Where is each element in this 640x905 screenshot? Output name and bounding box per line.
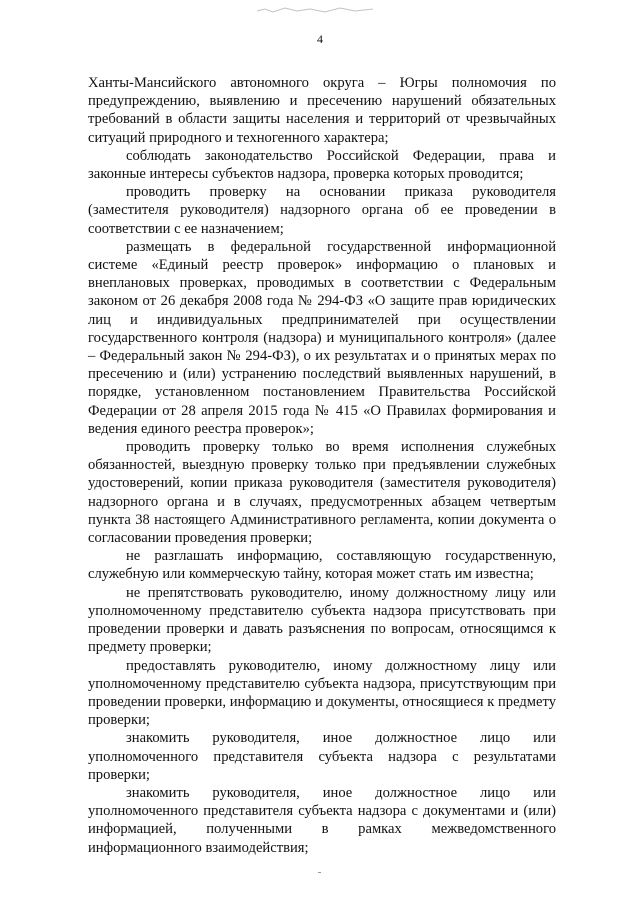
paragraph: не разглашать информацию, составляющую государственную, служебную или коммерческую тайну, которая может стать им известна; [88,548,556,583]
document-body [88,74,556,857]
paragraph: знакомить руководителя, иное должностное лицо или уполномоченного представителя субъекта надзора с документами и (или) информацией, полученными в рамках межведомственного информационного взаимодействия; [88,784,556,856]
paragraph: проводить проверку на основании приказа руководителя (заместителя руководителя) надзорного органа об ее проведении в соответствии с ее назначением; [88,184,556,237]
paragraph-continuation: Ханты-Мансийского автономного округа – Югры полномочия по предупреждению, выявлению и пресечению нарушений обязательных требований в области защиты населения и территорий от чрезвычайных ситуаций природного и техногенного характера; [88,75,556,146]
paragraph: не препятствовать руководителю, иному должностному лицу или уполномоченному представителю субъекта надзора присутствовать при проведении проверки и давать разъяснения по вопросам, относящимся к предмету проверки; [88,584,556,656]
paragraph: соблюдать законодательство Российской Федерации, права и законные интересы субъектов надзора, проверка которых проводится; [88,147,556,183]
scan-dot [318,872,321,873]
paragraph: размещать в федеральной государственной информационной системе «Единый реестр проверок» информацию о плановых и внеплановых проверках, проводимых в соответствии с Федеральным законом от 26 декабря 2008 года № 294-ФЗ «О защите прав юридических лиц и индивидуальных предпринимателей при осуществлении государственного контроля (надзора) и муниципального контроля» (далее – Федеральный закон № 294-ФЗ), о их результатах и о принятых мерах по пресечению и (или) устранению последствий выявленных нарушений, в порядке, установленном постановлением Правительства Российской Федерации от 28 апреля 2015 года № 415 «О Правилах формирования и ведения единого реестра проверок»; [88,238,556,437]
paragraph: знакомить руководителя, иное должностное лицо или уполномоченного представителя субъекта надзора с результатами проверки; [88,730,556,783]
paragraph: предоставлять руководителю, иному должностному лицу или уполномоченному представителю субъекта надзора, присутствующим при проведении проверки, информацию и документы, относящиеся к предмету проверки; [88,657,556,729]
paragraph: проводить проверку только во время исполнения служебных обязанностей, выездную проверку только при предъявлении служебных удостоверений, копии приказа руководителя (заместителя руководителя) надзорного органа и в случаях, предусмотренных абзацем четвертым пункта 38 настоящего Административного регламента, копии документа о согласовании проведения проверки; [88,439,556,547]
scan-artifact [255,6,375,14]
page-number: 4 [317,32,323,46]
